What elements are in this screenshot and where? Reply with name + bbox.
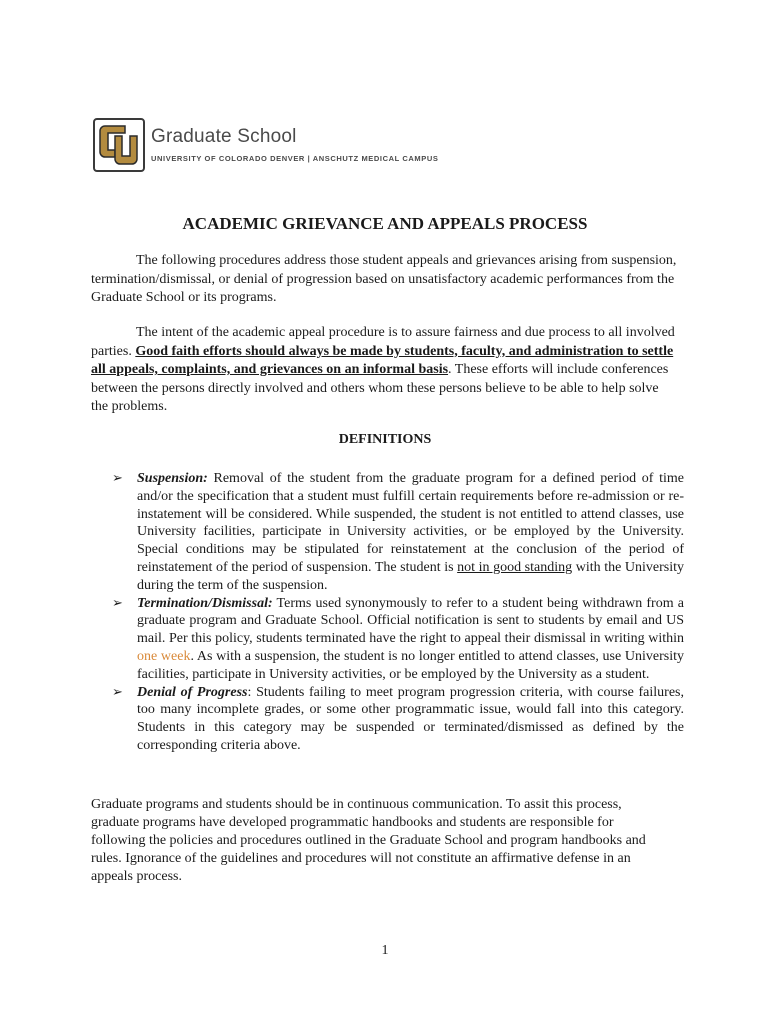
definition-item-termination	[112, 595, 684, 684]
definition-item-denial-of-progress	[112, 684, 684, 755]
arrow-bullet-icon: ➢	[112, 684, 123, 700]
definition-term: Denial of Progress	[137, 684, 248, 700]
definitions-heading: DEFINITIONS	[338, 432, 432, 447]
page-number: 1	[381, 943, 389, 958]
closing-paragraph: Graduate programs and students should be in continuous communication. To assit this process, graduate programs have developed programmatic handbooks and students are responsible for following the policies and procedures outlined in the Graduate School and program handbooks and rules. Ignorance of the guidelines and procedures will not constitute an affirmative defense in an appeals process.	[91, 797, 646, 884]
arrow-bullet-icon: ➢	[112, 471, 123, 486]
logo-name: Graduate School	[151, 126, 297, 147]
intro-p1-text: The following procedures address those student appeals and grievances arising from suspension, termination/dismissal, or denial of progression based on unsatisfactory academic performances from the Graduate School or its programs.	[91, 253, 677, 305]
definition-text: Terms used synonymously to refer to a student being withdrawn from a graduate program and Graduate School. Official notification is sent to students by email and US mail. Per this policy, students terminated have the right to appeal their dismissal in writing within	[137, 595, 684, 647]
definition-text-end: . As with a suspension, the student is no longer entitled to attend classes, use University facilities, participate in University activities, or be employed by the University as a student.	[137, 648, 684, 682]
arrow-bullet-icon: ➢	[112, 595, 123, 611]
definition-text: : Students failing to meet program progression criteria, with course failures, too many incomplete grades, or some other programmatic issue, would fall into this category. Students in this category may be suspended or terminated/dismissed as defined by the corresponding criteria above.	[137, 684, 684, 753]
definitions-list	[112, 470, 684, 755]
definition-term: Suspension:	[137, 471, 208, 486]
definition-underlined-text: not in good standing	[457, 559, 573, 575]
definition-highlight-text: one week	[137, 648, 191, 664]
definition-item-suspension	[112, 470, 684, 595]
graduate-school-logo	[93, 118, 453, 174]
document-title: ACADEMIC GRIEVANCE AND APPEALS PROCESS	[182, 214, 588, 233]
definition-term: Termination/Dismissal:	[137, 595, 273, 611]
intro-p2-text-b: . These efforts will include conferences between the persons directly involved and others whom these persons believe to be able to help solve the problems.	[91, 362, 669, 414]
cu-monogram-icon	[93, 118, 145, 172]
intro-p2-bold-text: Good faith efforts should always be made by students, faculty, and administration to settle all appeals, complaints, and grievances on an informal basis	[91, 343, 674, 377]
logo-subtitle: UNIVERSITY OF COLORADO DENVER | ANSCHUTZ MEDICAL CAMPUS	[151, 154, 439, 163]
intro-paragraph-1	[91, 252, 679, 308]
definition-text-end: with the University during the term of the suspension.	[137, 559, 684, 593]
definition-text: Removal of the student from the graduate program for a defined period of time and/or the specification that a student must fulfill certain requirements before re-admission or re-instatement will be considered. While suspended, the student is not entitled to attend classes, use University facilities, participate in University activities, or be employed by the University. Special conditions may be stipulated for reinstatement at the conclusion of the period of reinstatement of the period of suspension. The student is	[137, 471, 684, 575]
intro-p2-text-a: The intent of the academic appeal procedure is to assure fairness and due process to all involved parties.	[91, 325, 675, 359]
intro-paragraph-2	[91, 324, 679, 417]
